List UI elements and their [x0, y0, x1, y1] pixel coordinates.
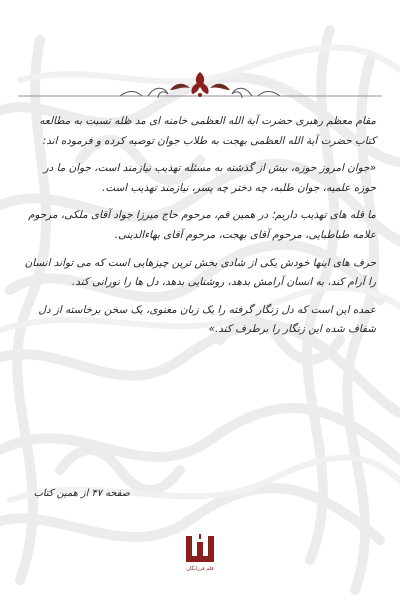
quote-paragraph-1: «جوان امروز حوزه، بیش از گذشته به مسئله تهذیب نیازمند است، جوان ما در حوزه علمیه، جوان طلبه، چه دختر چه پسر، نیازمند تهذیب است.	[43, 162, 376, 194]
publisher-logo	[180, 532, 220, 584]
quote-paragraph-2: ما قله های تهذیب داریم؛ در همین قم، مرحوم حاج میرزا جواد آقای ملکی، مرحوم علامه طباطبایی، مرحوم آقای بهجت، مرحوم آقای بهاءالدینی.	[28, 209, 376, 241]
page-reference: صفحه ۴۷ از همین کتاب	[33, 488, 130, 499]
quote-paragraph-4: عمده این است که دل زنگار گرفته را یک زبان معنوی، یک سخن برخاسته از دل شفاف شده این زنگار را برطرف کند.»	[38, 303, 376, 336]
intro-paragraph: مقام معظم رهبری حضرت آیة الله العظمی خامنه ای مد ظله نسبت به مطالعه کتاب حضرت آیة الله العظمی بهجت به طلاب جوان توصیه کرده و فرموده اند:	[39, 115, 376, 147]
header-ornament	[0, 68, 400, 108]
quote-paragraph-3: حرف های اینها خودش یکی از شادی بخش ترین چیزهایی است که می تواند انسان را آرام کند، به انسان آرامش بدهد، روشنایی بدهد، دل ها را نورانی کند.	[24, 256, 376, 289]
quote-text	[24, 112, 376, 348]
publisher-logo-icon	[180, 532, 220, 566]
publisher-name: قلم فرزانگان	[186, 566, 214, 572]
